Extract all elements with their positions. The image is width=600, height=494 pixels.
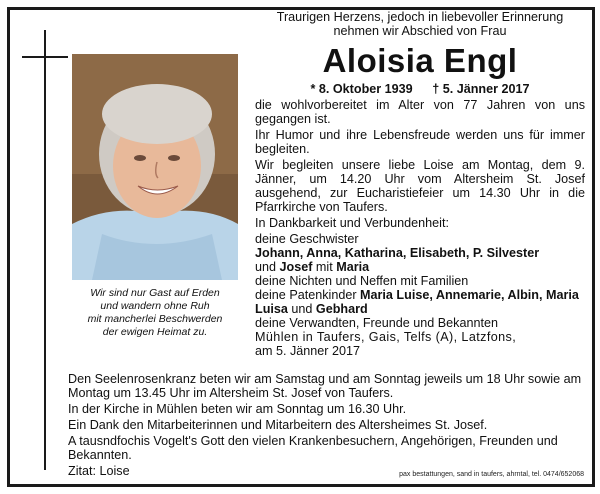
poem-line: mit mancherlei Beschwerden [87,313,223,325]
siblings-and: und [255,260,277,274]
thanks-visitors-text: A tausndfochis Vogelt's Gott den vielen Krankenbesuchern, Angehörigen, Freunden und Bekannten. [68,434,558,462]
death-date: † 5. Jänner 2017 [432,82,530,96]
godchildren-last: Gebhard [315,302,368,316]
funeral-text: Wir begleiten unsere liebe Loise am Montag, dem 9. Jänner, um 14.20 Uhr vom Altersheim St. Josef ausgehend, zur Eucharistiefeier um 14.30 Uhr in die Pfarrkirche von Taufers. [255,158,585,214]
siblings-line-2 [255,260,585,274]
siblings-names: Johann, Anna, Katharina, Elisabeth, P. Silvester [255,246,540,260]
deceased-name: Aloisia Engl [322,42,518,79]
godchildren-names: Maria Luise, Annemarie, Albin, Maria Luisa [255,288,579,316]
siblings-line [255,246,585,260]
church-text: In der Kirche in Mühlen beten wir am Sonntag um 16.30 Uhr. [68,402,407,416]
obituary-text [255,10,585,358]
thanks-staff-text: Ein Dank den Mitarbeiterinnen und Mitarbeitern des Altersheimes St. Josef. [68,418,488,432]
portrait-photo [72,54,238,280]
quote-text: Zitat: Loise [68,464,130,478]
poem [70,287,240,339]
intro-text: Traurigen Herzens, jedoch in liebevoller Erinnerung nehmen wir Abschied von Frau [276,10,564,38]
age-text: die wohlvorbereitet im Alter von 77 Jahren von uns gegangen ist. [255,98,585,126]
life-dates [255,82,585,96]
godchildren-und: und [291,302,313,316]
siblings-mit: mit [315,260,333,274]
poem-line: der ewigen Heimat zu. [102,326,208,338]
godchildren-label: deine Patenkinder [255,288,357,302]
notices [68,372,583,480]
poem-line: Wir sind nur Gast auf Erden [90,287,220,299]
cross-icon [44,30,46,470]
siblings-label: deine Geschwister [255,232,359,246]
relatives-text: deine Verwandten, Freunde und Bekannten [255,316,498,330]
godchildren-line [255,288,585,316]
nephews-text: deine Nichten und Neffen mit Familien [255,274,469,288]
cross-icon-bar [22,56,68,58]
poem-line: und wandern ohne Ruh [100,300,210,312]
siblings-josef: Josef [279,260,313,274]
place-date: am 5. Jänner 2017 [255,344,361,358]
birth-date: * 8. Oktober 1939 [310,82,413,96]
gratitude-intro: In Dankbarkeit und Verbundenheit: [255,216,449,230]
footer-credit: pax bestattungen, sand in taufers, ahrntal, tel. 0474/652068 [399,471,584,478]
humor-text: Ihr Humor und ihre Lebensfreude werden uns für immer begleiten. [255,128,585,156]
siblings-maria: Maria [336,260,370,274]
rosary-text: Den Seelenrosenkranz beten wir am Samstag und am Sonntag jeweils um 18 Uhr sowie am Montag um 13.45 Uhr im Altersheim St. Josef von Taufers. [68,372,582,400]
places-text: Mühlen in Taufers, Gais, Telfs (A), Latzfons, [255,330,517,344]
